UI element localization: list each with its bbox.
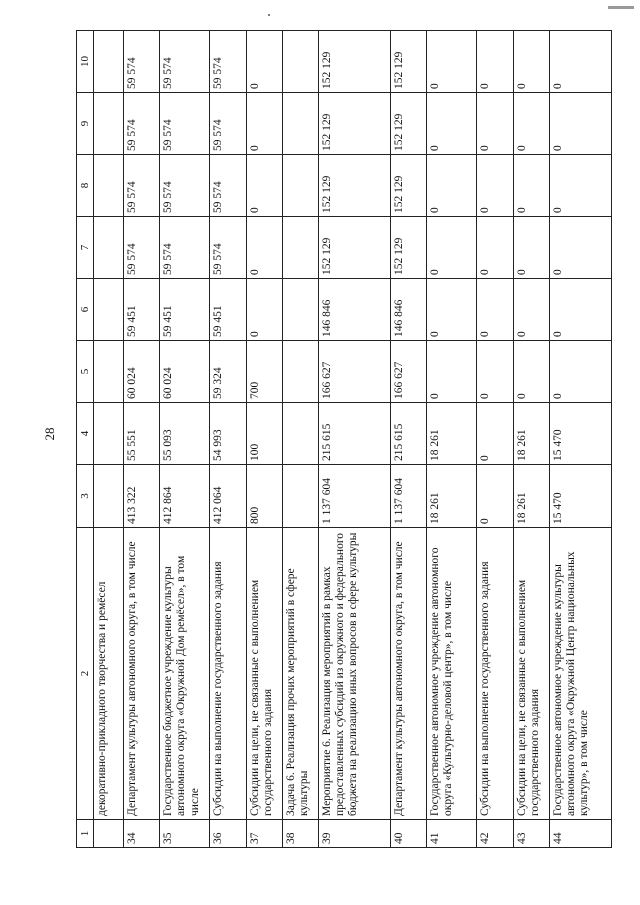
row-label: Государственное бюджетное учреждение культуры автономного округа «Окружной Дом ремёсел», в том числе: [160, 528, 210, 820]
column-header: 4: [77, 403, 94, 465]
table-wrapper: [76, 31, 612, 848]
value-cell: 15 470: [549, 403, 611, 465]
row-label: Субсидии на выполнение государственного задания: [210, 528, 246, 820]
value-cell: 59 574: [124, 93, 160, 155]
value-cell: 152 129: [318, 93, 390, 155]
value-cell: 0: [477, 31, 513, 93]
value-cell: 0: [427, 341, 477, 403]
value-cell: [94, 465, 124, 528]
value-cell: 18 261: [427, 403, 477, 465]
row-label: Мероприятие 6. Реализация мероприятий в рамках предоставленных субсидий из окружного и федерального бюджета на реализацию иных вопросов в сфере культуры: [318, 528, 390, 820]
table-row: [427, 31, 477, 848]
table-row: [549, 31, 611, 848]
value-cell: 55 551: [124, 403, 160, 465]
value-cell: 152 129: [391, 155, 427, 217]
table-row: [246, 31, 282, 848]
value-cell: 215 615: [318, 403, 390, 465]
value-cell: 0: [246, 155, 282, 217]
value-cell: 0: [549, 31, 611, 93]
value-cell: 0: [427, 31, 477, 93]
row-number: 37: [246, 820, 282, 848]
row-label: Субсидии на цели, не связанные с выполнением государственного задания: [246, 528, 282, 820]
value-cell: [282, 93, 318, 155]
row-number: 42: [477, 820, 513, 848]
value-cell: 0: [477, 217, 513, 279]
row-label: Субсидии на цели, не связанные с выполнением государственного задания: [513, 528, 549, 820]
value-cell: 0: [246, 31, 282, 93]
value-cell: [94, 93, 124, 155]
row-label: Государственное автономное учреждение культуры автономного округа «Окружной Центр национальных культур», в том числе: [549, 528, 611, 820]
column-header: 3: [77, 465, 94, 528]
value-cell: [282, 465, 318, 528]
row-number: 43: [513, 820, 549, 848]
value-cell: 0: [477, 465, 513, 528]
value-cell: [282, 279, 318, 341]
value-cell: 59 574: [210, 31, 246, 93]
value-cell: 0: [427, 155, 477, 217]
column-header: 6: [77, 279, 94, 341]
row-number: 34: [124, 820, 160, 848]
value-cell: 59 574: [124, 31, 160, 93]
value-cell: 0: [549, 217, 611, 279]
value-cell: 60 024: [160, 341, 210, 403]
column-header: 10: [77, 31, 94, 93]
value-cell: 166 627: [318, 341, 390, 403]
value-cell: [282, 155, 318, 217]
value-cell: 152 129: [391, 31, 427, 93]
value-cell: 152 129: [318, 31, 390, 93]
value-cell: [94, 31, 124, 93]
value-cell: 59 574: [124, 217, 160, 279]
value-cell: 0: [549, 93, 611, 155]
row-label: Государственное автономное учреждение автономного округа «Культурно-деловой центр», в том числе: [427, 528, 477, 820]
value-cell: 152 129: [318, 217, 390, 279]
row-number: 39: [318, 820, 390, 848]
column-header: 5: [77, 341, 94, 403]
value-cell: 0: [477, 341, 513, 403]
value-cell: 0: [477, 403, 513, 465]
value-cell: [94, 341, 124, 403]
value-cell: 59 574: [210, 155, 246, 217]
column-header: 8: [77, 155, 94, 217]
row-number: [94, 820, 124, 848]
row-number: 35: [160, 820, 210, 848]
value-cell: 0: [246, 93, 282, 155]
value-cell: 0: [513, 217, 549, 279]
value-cell: 0: [549, 155, 611, 217]
value-cell: 166 627: [391, 341, 427, 403]
value-cell: 59 574: [160, 31, 210, 93]
value-cell: 0: [427, 217, 477, 279]
value-cell: 15 470: [549, 465, 611, 528]
value-cell: 0: [477, 155, 513, 217]
row-number: 41: [427, 820, 477, 848]
value-cell: 59 451: [160, 279, 210, 341]
table-row: [513, 31, 549, 848]
value-cell: 0: [549, 279, 611, 341]
column-header: 2: [77, 528, 94, 820]
value-cell: 1 137 604: [318, 465, 390, 528]
value-cell: 59 574: [210, 93, 246, 155]
page-number: 28: [42, 427, 57, 441]
table-row: [477, 31, 513, 848]
row-label: Задача 6. Реализация прочих мероприятий в сфере культуры: [282, 528, 318, 820]
value-cell: 215 615: [391, 403, 427, 465]
value-cell: 0: [246, 279, 282, 341]
value-cell: 0: [477, 279, 513, 341]
value-cell: 152 129: [318, 155, 390, 217]
column-header: 1: [77, 820, 94, 848]
value-cell: 0: [513, 279, 549, 341]
row-number: 38: [282, 820, 318, 848]
table-row: [160, 31, 210, 848]
value-cell: 146 846: [318, 279, 390, 341]
value-cell: 59 574: [160, 93, 210, 155]
value-cell: 60 024: [124, 341, 160, 403]
column-header: 9: [77, 93, 94, 155]
scan-edge-mark: [608, 6, 634, 9]
value-cell: 59 451: [210, 279, 246, 341]
value-cell: 1 137 604: [391, 465, 427, 528]
scan-speck: [268, 14, 270, 16]
value-cell: 18 261: [513, 465, 549, 528]
row-label: декоративно-прикладного творчества и ремёсел: [94, 528, 124, 820]
value-cell: [94, 155, 124, 217]
row-label: Субсидии на выполнение государственного задания: [477, 528, 513, 820]
value-cell: 0: [427, 93, 477, 155]
value-cell: 0: [513, 93, 549, 155]
value-cell: 0: [477, 93, 513, 155]
value-cell: [282, 31, 318, 93]
table-row: [124, 31, 160, 848]
value-cell: 0: [549, 341, 611, 403]
value-cell: 700: [246, 341, 282, 403]
row-number: 44: [549, 820, 611, 848]
value-cell: 18 261: [427, 465, 477, 528]
value-cell: 0: [513, 341, 549, 403]
value-cell: [94, 279, 124, 341]
value-cell: 0: [427, 279, 477, 341]
value-cell: 59 574: [210, 217, 246, 279]
value-cell: 59 574: [160, 155, 210, 217]
value-cell: 54 993: [210, 403, 246, 465]
value-cell: 413 322: [124, 465, 160, 528]
row-label: Департамент культуры автономного округа, в том числе: [391, 528, 427, 820]
value-cell: 152 129: [391, 93, 427, 155]
value-cell: 18 261: [513, 403, 549, 465]
value-cell: 59 451: [124, 279, 160, 341]
table-row: [210, 31, 246, 848]
value-cell: [94, 217, 124, 279]
table-row: [391, 31, 427, 848]
value-cell: [282, 217, 318, 279]
column-header: 7: [77, 217, 94, 279]
value-cell: 152 129: [391, 217, 427, 279]
value-cell: 146 846: [391, 279, 427, 341]
value-cell: 412 064: [210, 465, 246, 528]
row-number: 36: [210, 820, 246, 848]
table-row: [282, 31, 318, 848]
table-row: [318, 31, 390, 848]
budget-table: [76, 30, 612, 848]
value-cell: [94, 403, 124, 465]
row-label: Департамент культуры автономного округа, в том числе: [124, 528, 160, 820]
value-cell: 0: [513, 155, 549, 217]
value-cell: 412 864: [160, 465, 210, 528]
row-number: 40: [391, 820, 427, 848]
value-cell: 55 093: [160, 403, 210, 465]
value-cell: 59 574: [124, 155, 160, 217]
value-cell: 800: [246, 465, 282, 528]
value-cell: 0: [513, 31, 549, 93]
value-cell: [282, 341, 318, 403]
value-cell: 59 324: [210, 341, 246, 403]
value-cell: [282, 403, 318, 465]
value-cell: 59 574: [160, 217, 210, 279]
value-cell: 0: [246, 217, 282, 279]
header-row: [77, 31, 94, 848]
table-row: [94, 31, 124, 848]
value-cell: 100: [246, 403, 282, 465]
